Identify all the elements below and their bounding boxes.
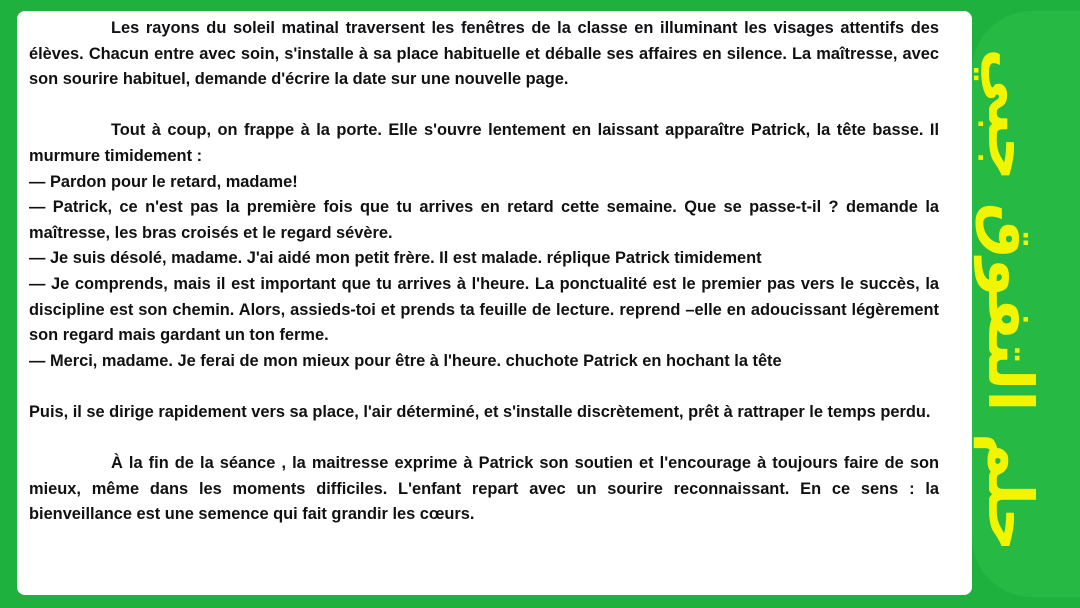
paragraph-knock: Tout à coup, on frappe à la porte. Elle s'ouvre lentement en laissant apparaître Patrick, la tête basse. Il murmure timidement : — [29, 121, 939, 165]
dialogue-line: — Je comprends, mais il est important que tu arrives à l'heure. La ponctualité est le premier pas vers le succès, la discipline est son chemin. Alors, assieds-toi et prends ta feuille de lecture. reprend –elle en adoucissant légèrement son regard mais gardant un ton ferme. — [29, 274, 939, 345]
paragraph-gap — [29, 374, 939, 400]
brand-text: حلم التفوق جبي — [973, 48, 1047, 552]
paragraph-gap — [29, 426, 939, 452]
brand-logo-svg — [973, 40, 1060, 560]
paragraph-return: Puis, il se dirige rapidement vers sa place, l'air déterminé, et s'installe discrètement, prêt à rattraper le temps perdu. — [29, 402, 931, 421]
dialogue-line: — Pardon pour le retard, madame! — [29, 172, 298, 191]
dialogue-line: — Merci, madame. Je ferai de mon mieux pour être à l'heure. chuchote Patrick en hochant la tête — [29, 351, 782, 370]
arabic-calligraphy-logo — [973, 40, 1060, 560]
paragraph-gap — [29, 93, 939, 119]
dialogue-line: — Patrick, ce n'est pas la première fois que tu arrives en retard cette semaine. Que se passe-t-il ? demande la maîtresse, les bras croisés et le regard sévère. — [29, 198, 939, 242]
paragraph-intro: Les rayons du soleil matinal traversent les fenêtres de la classe en illuminant les visages attentifs des élèves. Chacun entre avec soin, s'installe à sa place habituelle et déballe ses affaires en silence. La maîtresse, avec son sourire habituel, demande d'écrire la date sur une nouvelle page. — [29, 19, 939, 89]
story-text — [29, 16, 939, 528]
paragraph-conclusion: À la fin de la séance , la maitresse exprime à Patrick son soutien et l'encourage à toujours faire de son mieux, même dans les moments difficiles. L'enfant repart avec un sourire reconnaissant. En ce sens : la bienveillance est une semence qui fait grandir les cœurs. — [29, 454, 939, 524]
dialogue-line: — Je suis désolé, madame. J'ai aidé mon petit frère. Il est malade. réplique Patrick timidement — [29, 249, 762, 268]
